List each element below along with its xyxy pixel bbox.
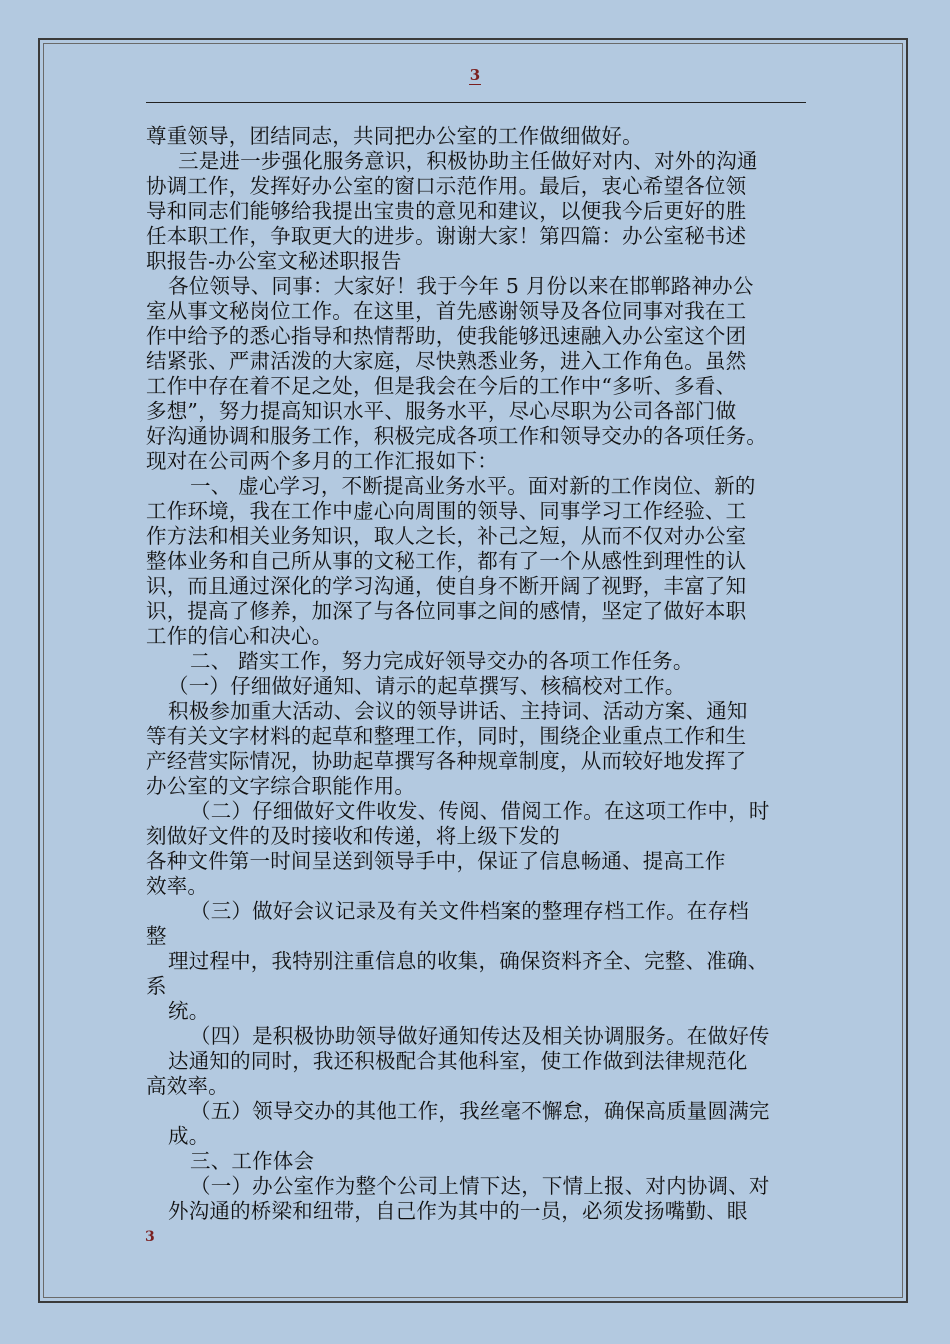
- text-line: （四）是积极协助领导做好通知传达及相关协调服务。在做好传: [190, 1024, 770, 1048]
- text-line: 整: [146, 924, 167, 948]
- text-line: 系: [146, 974, 167, 998]
- text-line: 室从事文秘岗位工作。在这里，首先感谢领导及各位同事对我在工: [146, 299, 747, 323]
- text-line: 工作中存在着不足之处，但是我会在今后的工作中“多听、多看、: [146, 374, 737, 398]
- text-line: 职报告-办公室文秘述职报告: [146, 249, 402, 273]
- text-line: 外沟通的桥梁和纽带，自己作为其中的一员，必须发扬嘴勤、眼: [168, 1199, 748, 1223]
- text-line: 识，提高了修养，加深了与各位同事之间的感情，坚定了做好本职: [146, 599, 747, 623]
- text-line: 多想”，努力提高知识水平、服务水平，尽心尽职为公司各部门做: [146, 399, 737, 423]
- text-line: 产经营实际情况，协助起草撰写各种规章制度，从而较好地发挥了: [146, 749, 747, 773]
- text-line: 作方法和相关业务知识，取人之长，补己之短，从而不仅对办公室: [146, 524, 747, 548]
- header-rule: [146, 102, 806, 103]
- text-line: 整体业务和自己所从事的文秘工作，都有了一个从感性到理性的认: [146, 549, 747, 573]
- footer-page-number: 3: [145, 1229, 155, 1245]
- text-line: 任本职工作，争取更大的进步。谢谢大家！第四篇：办公室秘书述: [146, 224, 747, 248]
- text-line: （五）领导交办的其他工作，我丝毫不懈怠，确保高质量圆满完: [190, 1099, 770, 1123]
- text-line: 现对在公司两个多月的工作汇报如下：: [146, 449, 498, 473]
- text-line: 识，而且通过深化的学习沟通，使自身不断开阔了视野，丰富了知: [146, 574, 747, 598]
- text-line: 效率。: [146, 874, 209, 898]
- text-line: 工作的信心和决心。: [146, 624, 333, 648]
- text-line: 作中给予的悉心指导和热情帮助，使我能够迅速融入办公室这个团: [146, 324, 747, 348]
- text-line: 协调工作，发挥好办公室的窗口示范作用。最后，衷心希望各位领: [146, 174, 747, 198]
- text-line: 好沟通协调和服务工作，积极完成各项工作和领导交办的各项任务。: [146, 424, 767, 448]
- text-line: 等有关文字材料的起草和整理工作，同时，围绕企业重点工作和生: [146, 724, 747, 748]
- text-line: （三）做好会议记录及有关文件档案的整理存档工作。在存档: [190, 899, 749, 923]
- text-line: 高效率。: [146, 1074, 229, 1098]
- text-line: 达通知的同时，我还积极配合其他科室，使工作做到法律规范化: [168, 1049, 748, 1073]
- text-line: 理过程中，我特别注重信息的收集，确保资料齐全、完整、准确、: [168, 949, 769, 973]
- text-line: 积极参加重大活动、会议的领导讲话、主持词、活动方案、通知: [168, 699, 748, 723]
- text-line: 导和同志们能够给我提出宝贵的意见和建议，以便我今后更好的胜: [146, 199, 747, 223]
- text-line: 各种文件第一时间呈送到领导手中，保证了信息畅通、提高工作: [146, 849, 726, 873]
- text-line: 办公室的文字综合职能作用。: [146, 774, 416, 798]
- text-line: 统。: [168, 999, 210, 1023]
- text-line: 尊重领导，团结同志，共同把办公室的工作做细做好。: [146, 124, 643, 148]
- text-line: 刻做好文件的及时接收和传递，将上级下发的: [146, 824, 560, 848]
- text-line: 三是进一步强化服务意识，积极协助主任做好对内、对外的沟通: [178, 149, 758, 173]
- text-line: 结紧张、严肃活泼的大家庭，尽快熟悉业务，进入工作角色。虽然: [146, 349, 747, 373]
- document-body: [146, 124, 810, 1224]
- text-line: 成。: [168, 1124, 210, 1148]
- text-line: （一）办公室作为整个公司上情下达，下情上报、对内协调、对: [190, 1174, 770, 1198]
- text-line: 工作环境，我在工作中虚心向周围的领导、同事学习工作经验、工: [146, 499, 747, 523]
- text-line: （一）仔细做好通知、请示的起草撰写、核稿校对工作。: [168, 674, 686, 698]
- text-line: 二、 踏实工作，努力完成好领导交办的各项工作任务。: [190, 649, 694, 673]
- text-line: （二）仔细做好文件收发、传阅、借阅工作。在这项工作中，时: [190, 799, 770, 823]
- text-line: 三、工作体会: [190, 1149, 315, 1173]
- text-line: 各位领导、同事：大家好！我于今年 5 月份以来在邯郸路神办公: [168, 274, 754, 298]
- header-page-number: 3: [469, 66, 481, 84]
- text-line: 一、 虚心学习，不断提高业务水平。面对新的工作岗位、新的: [190, 474, 756, 498]
